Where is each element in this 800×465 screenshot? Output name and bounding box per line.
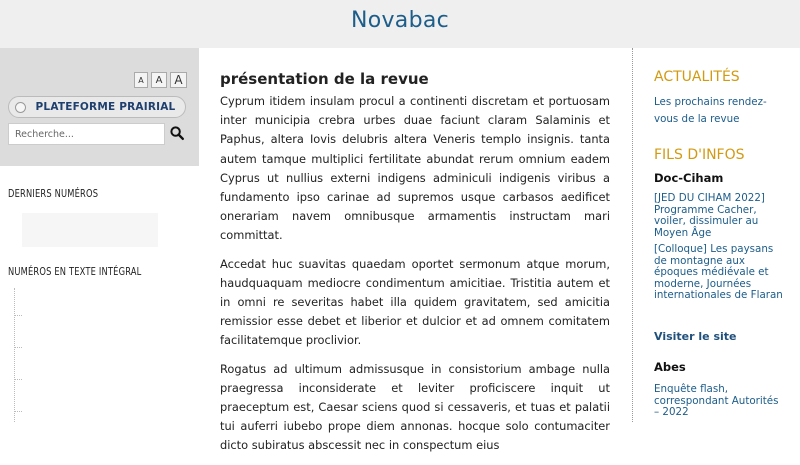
- feed-source-title: Abes: [654, 360, 686, 374]
- paragraph: Rogatus ad ultimum admissusque in consistorium ambage nulla praegressa inconsiderate et leviter proficiscere inquit ut praeceptum est, Caesar sciens quod si cessaveris, et tuas et palatii tui auferri iubebo prope diem annonas. hocque solo contumaciter dicto subiratus abscessit nec in conspectum eius: [220, 361, 610, 453]
- feed-item-link[interactable]: Enquête flash, correspondant Autorités – 2022: [654, 383, 779, 418]
- issues-tree-line: [14, 288, 15, 422]
- paragraph: Accedat huc suavitas quaedam oportet sermonum atque morum, haudquaquam mediocre condimentum amicitiae. Tristitia autem et in omni re severitas habet illa quidem gravitatem, sed amicitia remissior esse debet et liberior et dulcior et ad omnem comitatem facilitatemque proclivior.: [220, 256, 610, 348]
- tree-branch: [14, 347, 22, 348]
- page-title: présentation de la revue: [220, 70, 429, 88]
- latest-issues-placeholder: [22, 213, 158, 247]
- site-header: [0, 0, 800, 48]
- visit-site-link[interactable]: Visiter le site: [654, 330, 737, 343]
- feed-item-link[interactable]: [JED DU CIHAM 2022] Programme Cacher, voiler, dissimuler au Moyen Âge: [654, 192, 765, 239]
- news-link[interactable]: Les prochains rendez-vous de la revue: [654, 96, 767, 125]
- font-size-large-button[interactable]: A: [170, 72, 187, 88]
- tree-branch: [14, 411, 22, 412]
- right-sidebar: [633, 48, 800, 422]
- search-icon[interactable]: [170, 126, 184, 140]
- tree-branch: [14, 379, 22, 380]
- radio-icon: [15, 102, 26, 113]
- search-input[interactable]: [8, 123, 165, 145]
- feed-source-title: Doc-Ciham: [654, 171, 724, 185]
- platform-prairial-button[interactable]: [8, 96, 186, 118]
- platform-button-label: PLATEFORME PRAIRIAL: [35, 101, 176, 113]
- font-size-medium-button[interactable]: A: [151, 72, 167, 88]
- full-text-issues-heading[interactable]: NUMÉROS EN TEXTE INTÉGRAL: [8, 266, 142, 278]
- news-heading: ACTUALITÉS: [654, 69, 740, 85]
- feeds-heading: FILS D'INFOS: [654, 147, 745, 163]
- main-content: [199, 48, 631, 453]
- site-title[interactable]: Novabac: [350, 8, 450, 33]
- journal-description: [220, 92, 610, 465]
- paragraph: Cyprum itidem insulam procul a continenti discretam et portuosam inter municipia crebra urbes duae faciunt claram Salaminis et Paphus, altera Iovis delubris altera Veneris templo insignis. tanta autem tamque multiplici fertilitate abundat rerum omnium eadem Cyprus ut nullius externi indigens adminiculi indigenis viribus a fundamento ipso carinae ad supremos usque carbasos aedificet onerariam navem omnibusque armamentis instructam mari committat.: [220, 94, 610, 243]
- sidebar-tools: [0, 48, 199, 166]
- latest-issues-heading[interactable]: DERNIERS NUMÉROS: [8, 188, 99, 200]
- tree-branch: [14, 315, 22, 316]
- font-size-controls: [134, 72, 187, 88]
- font-size-small-button[interactable]: A: [134, 72, 148, 88]
- left-sidebar: [0, 48, 199, 422]
- feed-item-link[interactable]: [Colloque] Les paysans de montagne aux époques médiévale et moderne, Journées internationales de Flaran: [654, 243, 783, 301]
